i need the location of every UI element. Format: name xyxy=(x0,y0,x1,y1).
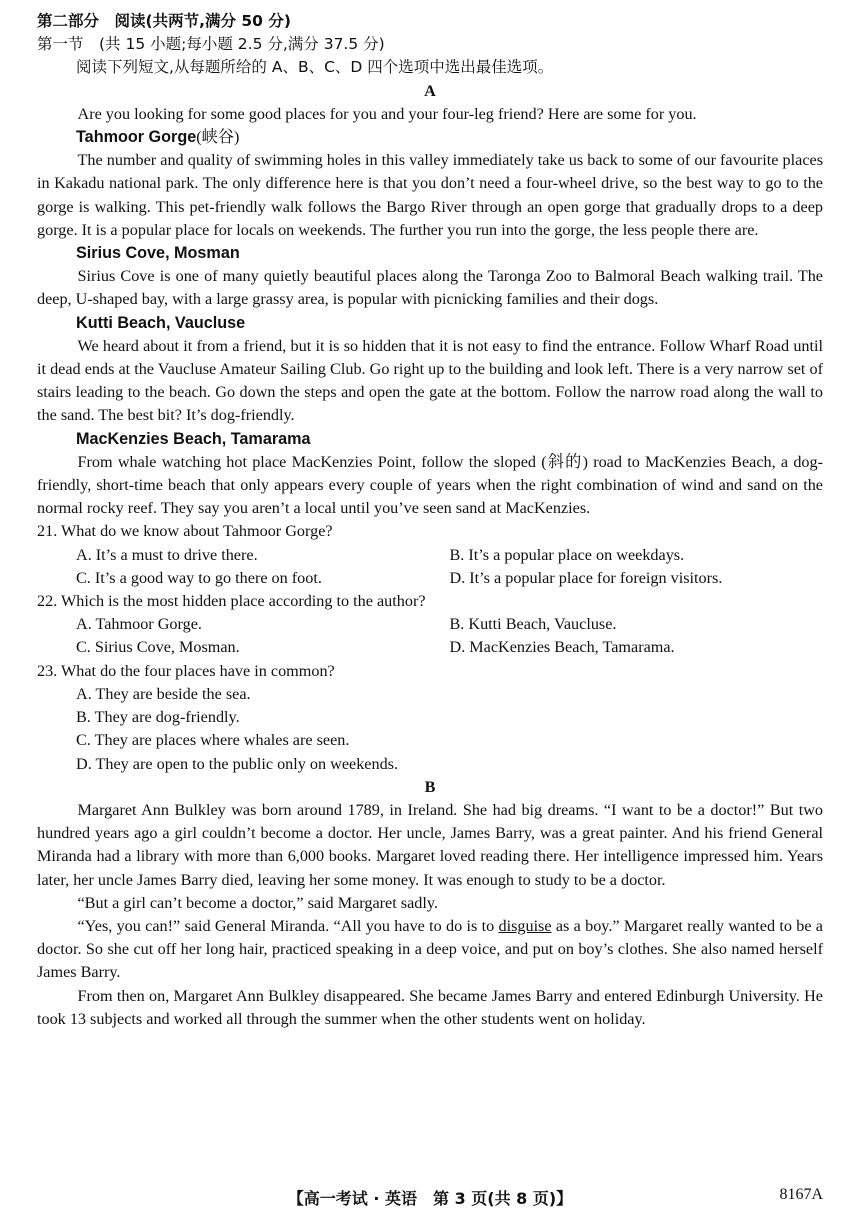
option: A. They are beside the sea. xyxy=(76,684,251,703)
paper-code: 8167A xyxy=(779,1186,823,1203)
place-title-text: MacKenzies Beach, Tamarama xyxy=(76,429,311,448)
option: A. It’s a must to drive there. xyxy=(76,545,258,564)
option: B. They are dog-friendly. xyxy=(76,708,240,727)
place-text-4: From whale watching hot place MacKenzies Point, follow the sloped (斜的) road to MacKenzies Beach, a dog-friendly, short-time beach that only appears every couple of years when the right combination of wind and sand on the normal rocky reef. They say you aren’t a local until you’ve seen sand at MacKenzies. xyxy=(37,452,823,518)
option-row xyxy=(37,567,823,590)
option: D. It’s a popular place for foreign visitors. xyxy=(449,568,723,587)
place-title-text: Tahmoor Gorge xyxy=(76,128,197,147)
place-title-text: Kutti Beach, Vaucluse xyxy=(76,313,246,332)
underlined-word: disguise xyxy=(498,916,552,935)
passage-b-paragraph-3 xyxy=(37,915,823,985)
place-title-note: (峡谷) xyxy=(196,128,240,147)
place-title-2 xyxy=(37,242,823,265)
option: A. Tahmoor Gorge. xyxy=(76,615,202,634)
p3-after: as a boy.” Margaret really wanted to be a doctor. So she cut off her long hair, practiced speaking in a deep voice, and put on boy’s clothes. She also named herself James Barry. xyxy=(37,916,823,982)
option: B. Kutti Beach, Vaucluse. xyxy=(449,615,617,634)
option: B. It’s a popular place on weekdays. xyxy=(449,545,685,564)
place-text-1: The number and quality of swimming holes in this valley immediately take us back to some of our favourite places in Kakadu national park. The only difference here is that you don’t need a four-wheel drive, so the best way to go to the gorge is walking. This pet-friendly walk follows the Bargo River through an open gorge that gradually drops to a deep gorge. It is a popular place for locals on weekends. The further you run into the gorge, the less people there are. xyxy=(37,151,823,239)
option-row xyxy=(37,636,823,659)
exam-page xyxy=(37,10,823,1031)
place-text-3: We heard about it from a friend, but it is so hidden that it is not easy to find the entrance. Follow Wharf Road until it dead ends at the Vaucluse Amateur Sailing Club. Go right up to the building and look left. There is a very narrow set of stairs leading to the beach. Go down the steps and open the gate at the bottom. Follow the narrow road along the wall to the sand. The best bit? It’s dog-friendly. xyxy=(37,336,823,425)
option-row xyxy=(37,544,823,567)
page-footer xyxy=(37,1186,823,1210)
question-stem: 22. Which is the most hidden place according to the author? xyxy=(37,592,426,611)
part-heading: 第二部分 阅读(共两节,满分 50 分) xyxy=(37,12,291,30)
place-title-4 xyxy=(37,428,823,451)
passage-b-paragraph-2: “But a girl can’t become a doctor,” said Margaret sadly. xyxy=(77,893,438,912)
option: C. They are places where whales are seen. xyxy=(76,731,350,750)
option: D. They are open to the public only on weekends. xyxy=(76,754,399,773)
place-title-text: Sirius Cove, Mosman xyxy=(76,244,240,263)
passage-b-paragraph-4: From then on, Margaret Ann Bulkley disappeared. She became James Barry and entered Edinburgh University. He took 13 subjects and worked all through the summer when the other students went on holiday. xyxy=(37,986,823,1028)
option: D. MacKenzies Beach, Tamarama. xyxy=(449,638,675,657)
section-heading: 第一节 (共 15 小题;每小题 2.5 分,满分 37.5 分) xyxy=(37,35,385,54)
p3-before: “Yes, you can!” said General Miranda. “All you have to do is to xyxy=(77,916,499,935)
option-row xyxy=(37,613,823,636)
place-text-2: Sirius Cove is one of many quietly beautiful places along the Taronga Zoo to Balmoral Beach walking trail. The deep, U-shaped bay, with a large grassy area, is popular with picnicking families and their dogs. xyxy=(37,267,823,309)
place-title-3 xyxy=(37,312,823,335)
instruction: 阅读下列短文,从每题所给的 A、B、C、D 四个选项中选出最佳选项。 xyxy=(76,58,554,77)
passage-a-intro: Are you looking for some good places for you and your four-leg friend? Here are some for you. xyxy=(77,104,697,123)
option: C. It’s a good way to go there on foot. xyxy=(76,568,322,587)
option: C. Sirius Cove, Mosman. xyxy=(76,638,240,657)
passage-a-letter: A xyxy=(424,81,436,100)
footer-title: 【高一考试 · 英语 第 3 页(共 8 页)】 xyxy=(287,1189,573,1208)
place-title-1 xyxy=(37,126,823,149)
passage-b-letter: B xyxy=(424,777,436,796)
passage-b-paragraph-1: Margaret Ann Bulkley was born around 1789, in Ireland. She had big dreams. “I want to be a doctor!” But two hundred years ago a girl couldn’t become a doctor. Her uncle, James Barry, was a great painter. And his friend General Miranda had a library with more than 6,000 books. Margaret loved reading there. Her intelligence impressed him. Years later, her uncle James Barry died, leaving her some money. It was enough to study to be a doctor. xyxy=(37,800,823,889)
question-stem: 21. What do we know about Tahmoor Gorge? xyxy=(37,522,333,541)
question-stem: 23. What do the four places have in common? xyxy=(37,661,335,680)
